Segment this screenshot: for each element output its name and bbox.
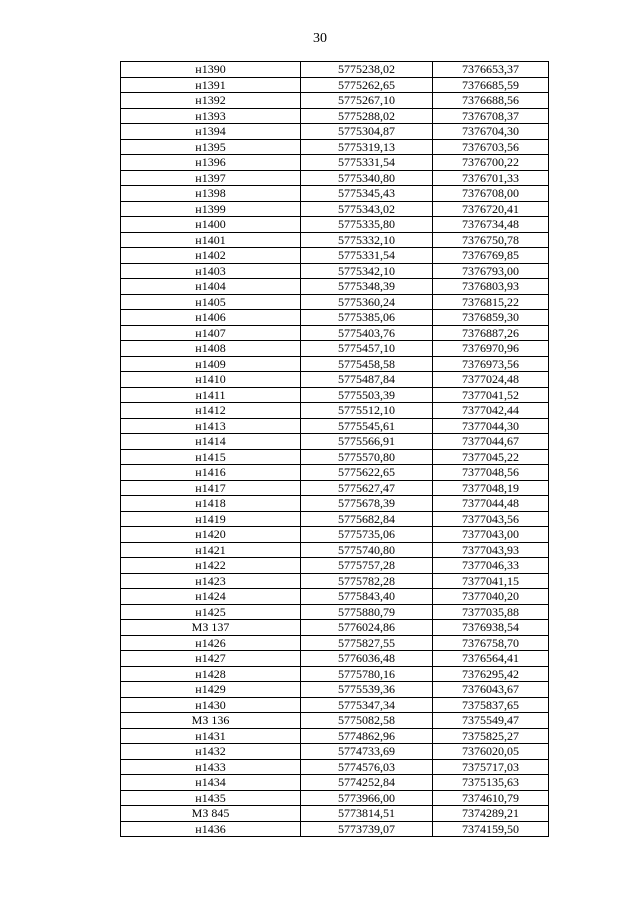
point-name-cell: н1406 [121, 310, 301, 326]
table-row [121, 449, 549, 465]
point-name-cell: н1417 [121, 480, 301, 496]
table-row [121, 527, 549, 543]
y-coordinate-cell: 7377024,48 [433, 372, 549, 388]
x-coordinate-cell: 5774252,84 [301, 775, 433, 791]
y-coordinate-cell: 7376295,42 [433, 666, 549, 682]
point-name-cell: н1436 [121, 821, 301, 837]
table-row [121, 279, 549, 295]
point-name-cell: н1397 [121, 170, 301, 186]
x-coordinate-cell: 5775332,10 [301, 232, 433, 248]
y-coordinate-cell: 7376700,22 [433, 155, 549, 171]
x-coordinate-cell: 5775457,10 [301, 341, 433, 357]
y-coordinate-cell: 7375135,63 [433, 775, 549, 791]
x-coordinate-cell: 5774733,69 [301, 744, 433, 760]
point-name-cell: н1404 [121, 279, 301, 295]
x-coordinate-cell: 5775622,65 [301, 465, 433, 481]
y-coordinate-cell: 7377044,48 [433, 496, 549, 512]
table-row [121, 372, 549, 388]
x-coordinate-cell: 5775082,58 [301, 713, 433, 729]
table-row [121, 248, 549, 264]
point-name-cell: н1391 [121, 77, 301, 93]
table-row [121, 496, 549, 512]
table-row [121, 186, 549, 202]
y-coordinate-cell: 7374289,21 [433, 806, 549, 822]
point-name-cell: н1424 [121, 589, 301, 605]
point-name-cell: н1393 [121, 108, 301, 124]
y-coordinate-cell: 7376758,70 [433, 635, 549, 651]
point-name-cell: н1426 [121, 635, 301, 651]
point-name-cell: н1432 [121, 744, 301, 760]
x-coordinate-cell: 5775780,16 [301, 666, 433, 682]
table-row [121, 434, 549, 450]
y-coordinate-cell: 7376704,30 [433, 124, 549, 140]
x-coordinate-cell: 5773814,51 [301, 806, 433, 822]
point-name-cell: н1431 [121, 728, 301, 744]
coordinates-table [120, 61, 549, 837]
table-row [121, 775, 549, 791]
y-coordinate-cell: 7377045,22 [433, 449, 549, 465]
x-coordinate-cell: 5775335,80 [301, 217, 433, 233]
x-coordinate-cell: 5775735,06 [301, 527, 433, 543]
x-coordinate-cell: 5773739,07 [301, 821, 433, 837]
y-coordinate-cell: 7376703,56 [433, 139, 549, 155]
x-coordinate-cell: 5775757,28 [301, 558, 433, 574]
point-name-cell: н1395 [121, 139, 301, 155]
point-name-cell: н1409 [121, 356, 301, 372]
x-coordinate-cell: 5775880,79 [301, 604, 433, 620]
point-name-cell: н1405 [121, 294, 301, 310]
y-coordinate-cell: 7377048,56 [433, 465, 549, 481]
y-coordinate-cell: 7374159,50 [433, 821, 549, 837]
y-coordinate-cell: 7377035,88 [433, 604, 549, 620]
table-row [121, 573, 549, 589]
x-coordinate-cell: 5775238,02 [301, 62, 433, 78]
y-coordinate-cell: 7375825,27 [433, 728, 549, 744]
x-coordinate-cell: 5775627,47 [301, 480, 433, 496]
point-name-cell: н1408 [121, 341, 301, 357]
y-coordinate-cell: 7376020,05 [433, 744, 549, 760]
y-coordinate-cell: 7376043,67 [433, 682, 549, 698]
x-coordinate-cell: 5775342,10 [301, 263, 433, 279]
table-row [121, 217, 549, 233]
x-coordinate-cell: 5775740,80 [301, 542, 433, 558]
y-coordinate-cell: 7375717,03 [433, 759, 549, 775]
table-row [121, 263, 549, 279]
point-name-cell: н1400 [121, 217, 301, 233]
point-name-cell: н1401 [121, 232, 301, 248]
x-coordinate-cell: 5775539,36 [301, 682, 433, 698]
y-coordinate-cell: 7376720,41 [433, 201, 549, 217]
y-coordinate-cell: 7376973,56 [433, 356, 549, 372]
table-row [121, 620, 549, 636]
y-coordinate-cell: 7376859,30 [433, 310, 549, 326]
point-name-cell: н1413 [121, 418, 301, 434]
point-name-cell: МЗ 137 [121, 620, 301, 636]
table-row [121, 744, 549, 760]
x-coordinate-cell: 5775340,80 [301, 170, 433, 186]
point-name-cell: н1410 [121, 372, 301, 388]
coordinates-table-body [121, 62, 549, 837]
x-coordinate-cell: 5775678,39 [301, 496, 433, 512]
point-name-cell: н1434 [121, 775, 301, 791]
table-row [121, 682, 549, 698]
y-coordinate-cell: 7376750,78 [433, 232, 549, 248]
x-coordinate-cell: 5775682,84 [301, 511, 433, 527]
table-row [121, 62, 549, 78]
table-row [121, 713, 549, 729]
y-coordinate-cell: 7377043,93 [433, 542, 549, 558]
table-row [121, 155, 549, 171]
point-name-cell: н1422 [121, 558, 301, 574]
x-coordinate-cell: 5775267,10 [301, 93, 433, 109]
point-name-cell: МЗ 136 [121, 713, 301, 729]
point-name-cell: н1411 [121, 387, 301, 403]
x-coordinate-cell: 5775403,76 [301, 325, 433, 341]
y-coordinate-cell: 7376734,48 [433, 217, 549, 233]
table-row [121, 651, 549, 667]
table-row [121, 294, 549, 310]
point-name-cell: н1428 [121, 666, 301, 682]
x-coordinate-cell: 5775331,54 [301, 155, 433, 171]
point-name-cell: н1415 [121, 449, 301, 465]
table-row [121, 418, 549, 434]
x-coordinate-cell: 5774576,03 [301, 759, 433, 775]
table-row [121, 589, 549, 605]
x-coordinate-cell: 5775385,06 [301, 310, 433, 326]
table-row [121, 232, 549, 248]
x-coordinate-cell: 5775512,10 [301, 403, 433, 419]
y-coordinate-cell: 7375549,47 [433, 713, 549, 729]
y-coordinate-cell: 7374610,79 [433, 790, 549, 806]
y-coordinate-cell: 7376815,22 [433, 294, 549, 310]
table-row [121, 465, 549, 481]
y-coordinate-cell: 7377041,52 [433, 387, 549, 403]
table-row [121, 108, 549, 124]
table-row [121, 387, 549, 403]
table-row [121, 325, 549, 341]
y-coordinate-cell: 7377043,56 [433, 511, 549, 527]
table-row [121, 356, 549, 372]
x-coordinate-cell: 5775487,84 [301, 372, 433, 388]
point-name-cell: н1399 [121, 201, 301, 217]
point-name-cell: н1435 [121, 790, 301, 806]
point-name-cell: н1403 [121, 263, 301, 279]
point-name-cell: МЗ 845 [121, 806, 301, 822]
point-name-cell: н1416 [121, 465, 301, 481]
y-coordinate-cell: 7376970,96 [433, 341, 549, 357]
x-coordinate-cell: 5776024,86 [301, 620, 433, 636]
point-name-cell: н1419 [121, 511, 301, 527]
y-coordinate-cell: 7377041,15 [433, 573, 549, 589]
y-coordinate-cell: 7376769,85 [433, 248, 549, 264]
table-row [121, 170, 549, 186]
x-coordinate-cell: 5775503,39 [301, 387, 433, 403]
point-name-cell: н1425 [121, 604, 301, 620]
x-coordinate-cell: 5775319,13 [301, 139, 433, 155]
table-row [121, 139, 549, 155]
point-name-cell: н1433 [121, 759, 301, 775]
x-coordinate-cell: 5775545,61 [301, 418, 433, 434]
y-coordinate-cell: 7377044,67 [433, 434, 549, 450]
point-name-cell: н1421 [121, 542, 301, 558]
x-coordinate-cell: 5776036,48 [301, 651, 433, 667]
table-row [121, 124, 549, 140]
point-name-cell: н1398 [121, 186, 301, 202]
x-coordinate-cell: 5775566,91 [301, 434, 433, 450]
point-name-cell: н1412 [121, 403, 301, 419]
x-coordinate-cell: 5775827,55 [301, 635, 433, 651]
point-name-cell: н1394 [121, 124, 301, 140]
table-row [121, 666, 549, 682]
table-row [121, 806, 549, 822]
table-row [121, 77, 549, 93]
point-name-cell: н1418 [121, 496, 301, 512]
point-name-cell: н1414 [121, 434, 301, 450]
y-coordinate-cell: 7377043,00 [433, 527, 549, 543]
y-coordinate-cell: 7376887,26 [433, 325, 549, 341]
table-row [121, 341, 549, 357]
table-row [121, 821, 549, 837]
y-coordinate-cell: 7376685,59 [433, 77, 549, 93]
point-name-cell: н1429 [121, 682, 301, 698]
table-row [121, 790, 549, 806]
y-coordinate-cell: 7377048,19 [433, 480, 549, 496]
point-name-cell: н1407 [121, 325, 301, 341]
x-coordinate-cell: 5775331,54 [301, 248, 433, 264]
point-name-cell: н1396 [121, 155, 301, 171]
point-name-cell: н1390 [121, 62, 301, 78]
table-row [121, 480, 549, 496]
y-coordinate-cell: 7377040,20 [433, 589, 549, 605]
x-coordinate-cell: 5775347,34 [301, 697, 433, 713]
y-coordinate-cell: 7376938,54 [433, 620, 549, 636]
y-coordinate-cell: 7376803,93 [433, 279, 549, 295]
y-coordinate-cell: 7376793,00 [433, 263, 549, 279]
x-coordinate-cell: 5773966,00 [301, 790, 433, 806]
y-coordinate-cell: 7376653,37 [433, 62, 549, 78]
y-coordinate-cell: 7376708,37 [433, 108, 549, 124]
x-coordinate-cell: 5775304,87 [301, 124, 433, 140]
table-row [121, 604, 549, 620]
x-coordinate-cell: 5775782,28 [301, 573, 433, 589]
x-coordinate-cell: 5775843,40 [301, 589, 433, 605]
point-name-cell: н1402 [121, 248, 301, 264]
table-row [121, 310, 549, 326]
point-name-cell: н1427 [121, 651, 301, 667]
table-row [121, 542, 549, 558]
table-row [121, 201, 549, 217]
y-coordinate-cell: 7376688,56 [433, 93, 549, 109]
x-coordinate-cell: 5775262,65 [301, 77, 433, 93]
point-name-cell: н1392 [121, 93, 301, 109]
table-row [121, 728, 549, 744]
y-coordinate-cell: 7376564,41 [433, 651, 549, 667]
table-row [121, 558, 549, 574]
x-coordinate-cell: 5774862,96 [301, 728, 433, 744]
x-coordinate-cell: 5775345,43 [301, 186, 433, 202]
y-coordinate-cell: 7375837,65 [433, 697, 549, 713]
x-coordinate-cell: 5775288,02 [301, 108, 433, 124]
x-coordinate-cell: 5775458,58 [301, 356, 433, 372]
table-row [121, 93, 549, 109]
page-number: 30 [313, 31, 327, 46]
x-coordinate-cell: 5775570,80 [301, 449, 433, 465]
y-coordinate-cell: 7377042,44 [433, 403, 549, 419]
point-name-cell: н1430 [121, 697, 301, 713]
table-row [121, 697, 549, 713]
x-coordinate-cell: 5775343,02 [301, 201, 433, 217]
point-name-cell: н1423 [121, 573, 301, 589]
table-row [121, 403, 549, 419]
table-row [121, 635, 549, 651]
x-coordinate-cell: 5775348,39 [301, 279, 433, 295]
table-row [121, 511, 549, 527]
y-coordinate-cell: 7377044,30 [433, 418, 549, 434]
x-coordinate-cell: 5775360,24 [301, 294, 433, 310]
y-coordinate-cell: 7376701,33 [433, 170, 549, 186]
point-name-cell: н1420 [121, 527, 301, 543]
table-row [121, 759, 549, 775]
y-coordinate-cell: 7377046,33 [433, 558, 549, 574]
y-coordinate-cell: 7376708,00 [433, 186, 549, 202]
